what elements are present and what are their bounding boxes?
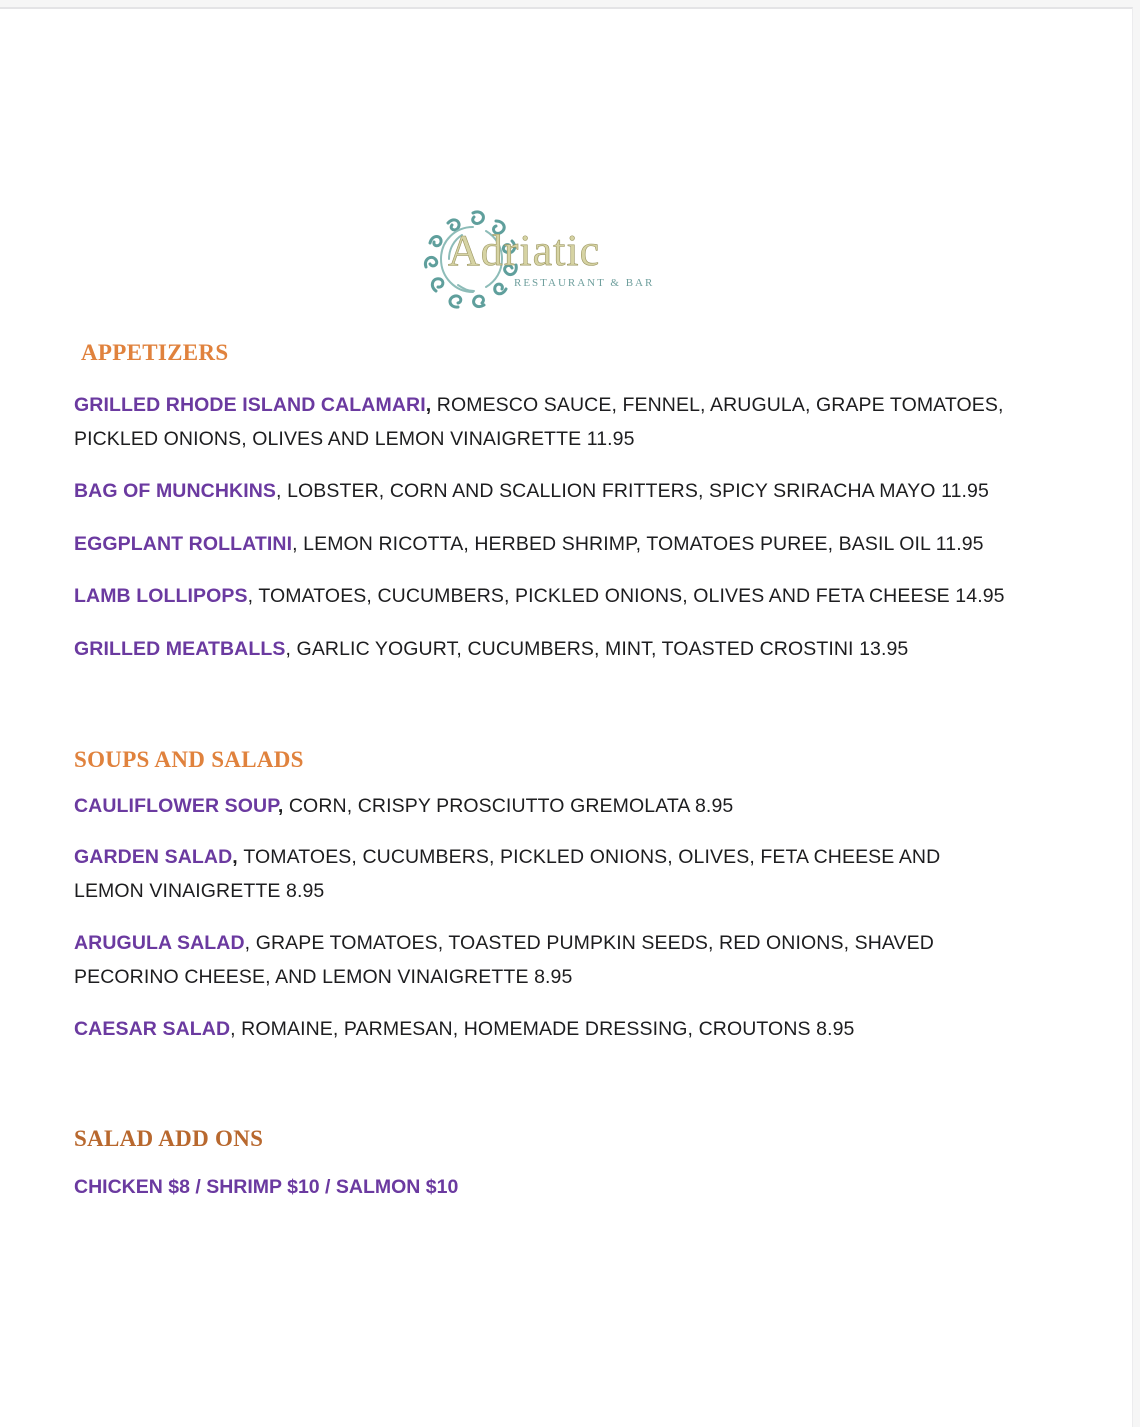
section-heading-salad-add-ons: SALAD ADD ONS <box>74 1126 264 1151</box>
restaurant-name: Adriatic <box>448 226 601 275</box>
section-heading-appetizers: APPETIZERS <box>81 340 229 365</box>
menu-item-description: ROMAINE, PARMESAN, HOMEMADE DRESSING, CROUTONS 8.95 <box>241 1018 855 1040</box>
menu-item <box>74 840 954 908</box>
menu-item-description: TOMATOES, CUCUMBERS, PICKLED ONIONS, OLIVES AND FETA CHEESE 14.95 <box>258 585 1005 607</box>
item-separator: , <box>247 585 259 607</box>
menu-item-description: GRAPE TOMATOES, TOASTED PUMPKIN SEEDS, RED ONIONS, SHAVED PECORINO CHEESE, AND LEMON VINAIGRETTE 8.95 <box>74 932 934 988</box>
menu-item-name: GRILLED MEATBALLS <box>74 638 286 660</box>
item-separator: , <box>285 638 297 660</box>
menu-item <box>74 388 1034 456</box>
item-separator: , <box>292 533 304 555</box>
menu-item <box>74 1012 1034 1046</box>
menu-item-description: TOMATOES, CUCUMBERS, PICKLED ONIONS, OLIVES, FETA CHEESE AND LEMON VINAIGRETTE 8.95 <box>74 846 941 902</box>
menu-item-name: CAESAR SALAD <box>74 1018 231 1040</box>
menu-item-description: ROMESCO SAUCE, FENNEL, ARUGULA, GRAPE TOMATOES, PICKLED ONIONS, OLIVES AND LEMON VINAIGRETTE 11.95 <box>74 394 1004 450</box>
section-heading-soups-and-salads: SOUPS AND SALADS <box>74 747 304 772</box>
menu-item-description: GARLIC YOGURT, CUCUMBERS, MINT, TOASTED CROSTINI 13.95 <box>296 638 909 660</box>
item-separator: , <box>232 846 244 868</box>
menu-item-name: LAMB LOLLIPOPS <box>74 585 248 607</box>
restaurant-logo <box>418 205 658 317</box>
menu-item-name: EGGPLANT ROLLATINI <box>74 533 293 555</box>
menu-item-description: LEMON RICOTTA, HERBED SHRIMP, TOMATOES PUREE, BASIL OIL 11.95 <box>303 533 984 555</box>
menu-item-name: ARUGULA SALAD <box>74 932 245 954</box>
menu-item <box>74 632 1034 666</box>
menu-item-description: CORN, CRISPY PROSCIUTTO GREMOLATA 8.95 <box>288 795 734 817</box>
restaurant-tagline: RESTAURANT & BAR <box>514 277 655 289</box>
menu-item-name: BAG OF MUNCHKINS <box>74 480 277 502</box>
menu-item <box>74 789 1034 823</box>
salad-add-ons-line: CHICKEN $8 / SHRIMP $10 / SALMON $10 <box>74 1176 459 1198</box>
menu-item-description: LOBSTER, CORN AND SCALLION FRITTERS, SPICY SRIRACHA MAYO 11.95 <box>287 480 989 502</box>
menu-item-name: GRILLED RHODE ISLAND CALAMARI <box>74 394 426 416</box>
item-separator: , <box>277 795 289 817</box>
menu-item-name: CAULIFLOWER SOUP <box>74 795 278 817</box>
menu-item <box>74 926 954 994</box>
item-separator: , <box>276 480 288 502</box>
menu-item-name: GARDEN SALAD <box>74 846 233 868</box>
menu-page <box>0 7 1133 1427</box>
item-separator: , <box>425 394 437 416</box>
item-separator: , <box>244 932 256 954</box>
menu-item <box>74 527 1034 561</box>
menu-item <box>74 474 1034 508</box>
item-separator: , <box>230 1018 242 1040</box>
menu-item <box>74 579 1034 613</box>
